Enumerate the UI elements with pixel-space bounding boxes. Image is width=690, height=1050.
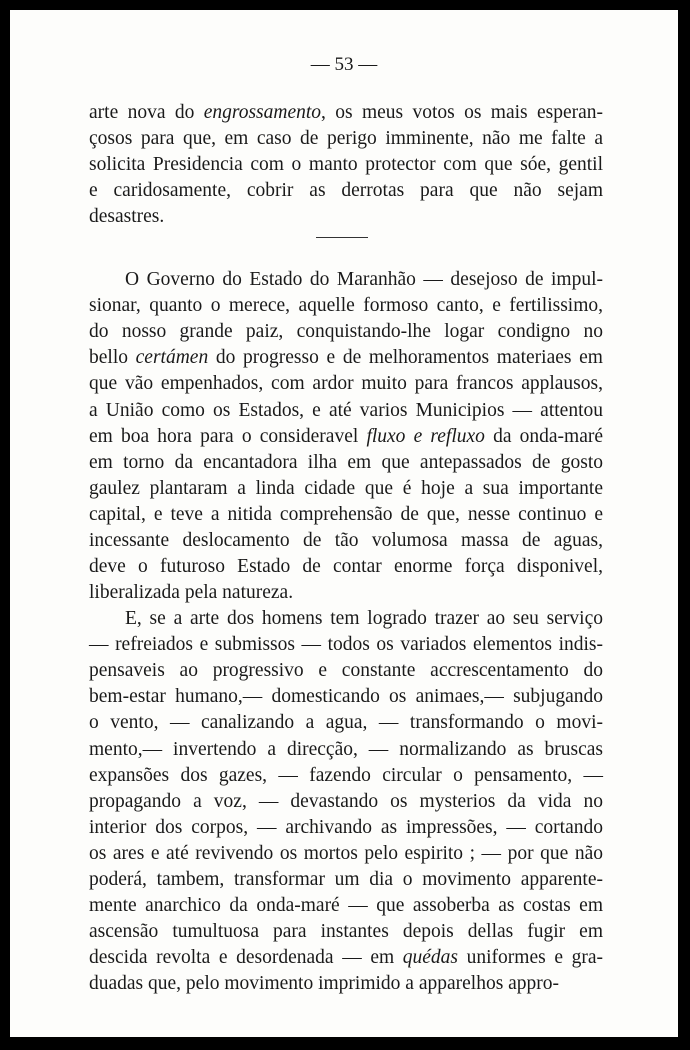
text-run: bem-estar humano,— domesticando os animaes,— subjugando [89, 686, 603, 708]
text-run: bello [89, 347, 136, 369]
section-divider [316, 237, 368, 238]
text-line [89, 450, 603, 476]
text-run: propagando a voz, — devastando os mysterios da vida no [89, 790, 603, 812]
page-number: — 53 — [310, 54, 378, 75]
text-run: expansões dos gazes, — fazendo circular o pensamento, — [89, 764, 603, 786]
text-line [125, 267, 603, 293]
text-line [89, 293, 603, 319]
text-line [89, 502, 603, 528]
text-line [89, 126, 603, 152]
text-line [89, 100, 603, 126]
text-line [89, 789, 603, 815]
text-run: em torno da encantadora ilha em que antepassados de gosto [89, 451, 603, 473]
text-run: O Governo do Estado do Maranhão — desejoso de impul- [125, 269, 603, 290]
text-run: interior dos corpos, — archivando as impressões, — cortando [89, 816, 603, 838]
text-line [89, 737, 603, 763]
text-run: gaulez plantaram a linda cidade que é hoje a sua importante [89, 477, 603, 499]
text-line [89, 345, 603, 371]
text-line [89, 919, 603, 945]
text-run: incessante deslocamento de tão volumosa massa de aguas, [89, 530, 603, 551]
text-line [89, 867, 603, 893]
text-run: — refreiados e submissos — todos os variados elementos indis- [89, 634, 603, 656]
text-run: do nosso grande paiz, conquistando-lhe logar condigno no [89, 321, 603, 343]
text-run: duadas que, pelo movimento imprimido a apparelhos appro- [89, 973, 560, 995]
text-run: da onda-maré [484, 425, 604, 447]
text-run: desastres. [89, 206, 165, 228]
text-run: poderá, tambem, transformar um dia o movimento apparente- [89, 869, 603, 890]
italic-term: certámen [135, 347, 209, 369]
text-run: mente anarchico da onda-maré — que assoberba as costas em [89, 895, 603, 917]
text-line [89, 152, 603, 178]
paragraph-3 [89, 606, 603, 998]
italic-term: engrossamento [203, 102, 322, 123]
text-line [89, 632, 603, 658]
text-line [89, 580, 603, 606]
text-line [89, 424, 603, 450]
italic-term: quédas [402, 947, 459, 969]
text-run: sionar, quanto o merece, aquelle formoso canto, e fertilissimo, [89, 295, 603, 317]
text-line [89, 476, 603, 502]
text-run: arte nova do [89, 102, 204, 123]
text-run: pensaveis ao progressivo e constante accrescentamento do [89, 660, 603, 682]
text-line [89, 204, 603, 230]
text-line [89, 658, 603, 684]
text-run: os ares e até revivendo os mortos pelo espirito ; — por que não [89, 842, 603, 864]
text-line [89, 815, 603, 841]
text-run: E, se a arte dos homens tem logrado trazer ao seu serviço [125, 608, 603, 629]
text-run: mento,— invertendo a direcção, — normalizando as bruscas [89, 738, 603, 760]
italic-term: fluxo e refluxo [366, 425, 485, 447]
text-run: o vento, — canalizando a agua, — transformando o movi- [89, 712, 603, 734]
paragraph-2 [89, 267, 603, 606]
text-run: que vão empenhados, com ardor muito para francos applausos, [89, 373, 603, 395]
text-line [89, 684, 603, 710]
text-run: liberalizada pela natureza. [89, 582, 294, 604]
text-line [89, 945, 603, 971]
text-line [89, 319, 603, 345]
text-line [89, 371, 603, 397]
text-line [89, 893, 603, 919]
book-page [10, 10, 678, 1037]
text-run: a União como os Estados, e até varios Municipios — attentou [89, 399, 603, 421]
text-line [89, 398, 603, 424]
text-line [89, 178, 603, 204]
paragraph-1 [89, 100, 603, 231]
text-run: capital, e teve a nitida comprehensão de que, nesse continuo e [89, 503, 603, 525]
text-run: ascensão tumultuosa para instantes depois dellas fugir em [89, 921, 603, 943]
text-run: , os meus votos os mais esperan- [321, 102, 603, 123]
text-run: çosos para que, em caso de perigo imminente, não me falte a [89, 128, 603, 150]
text-run: em boa hora para o consideravel [89, 425, 367, 447]
text-line [89, 554, 603, 580]
text-line [89, 763, 603, 789]
text-run: deve o futuroso Estado de contar enorme força disponivel, [89, 556, 603, 578]
text-line [89, 710, 603, 736]
text-run: solicita Presidencia com o manto protector com que sóe, gentil [89, 154, 603, 176]
text-line [89, 971, 603, 997]
text-run: uniformes e gra- [458, 947, 603, 969]
text-run: do progresso e de melhoramentos materiaes em [208, 347, 603, 369]
text-line [89, 528, 603, 554]
text-line [125, 606, 603, 632]
text-line [89, 841, 603, 867]
text-run: descida revolta e desordenada — em [89, 947, 403, 969]
text-run: e caridosamente, cobrir as derrotas para que não sejam [89, 180, 603, 202]
